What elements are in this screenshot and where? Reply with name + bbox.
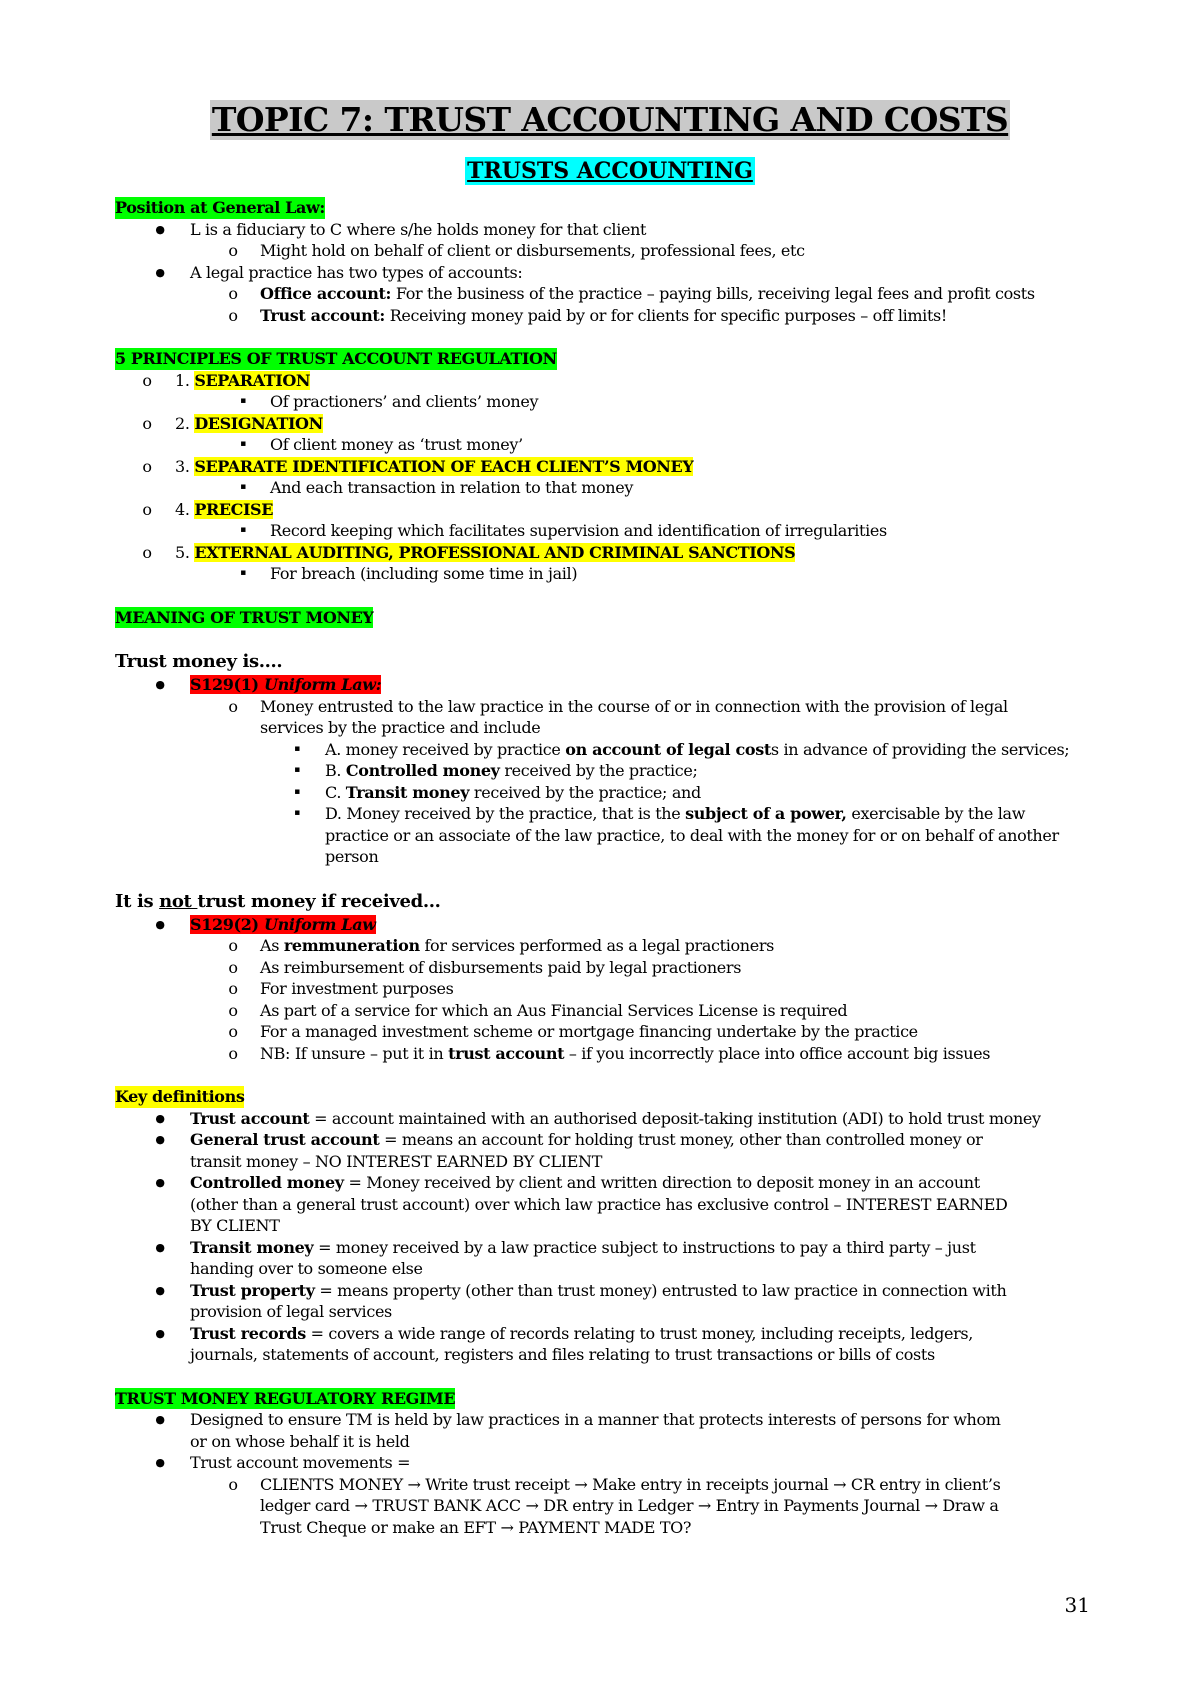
heading-regulatory-regime: TRUST MONEY REGULATORY REGIME <box>115 1388 456 1408</box>
list-item: o 4. PRECISE <box>115 499 1105 521</box>
heading-meaning-trust-money: MEANING OF TRUST MONEY <box>115 607 374 627</box>
bullet-icon: o <box>228 284 238 303</box>
bullet-icon: ▪ <box>240 568 246 578</box>
list-item: o 1. SEPARATION <box>115 370 1105 392</box>
subheading-trust-money-is: Trust money is…. <box>115 651 283 672</box>
bullet-icon: ▪ <box>240 396 246 406</box>
bullet-icon: o <box>142 499 152 519</box>
bullet-icon: ● <box>155 678 165 691</box>
list-item: ● Trust property = means property (other than trust money) entrusted to law practice in connection with provision of legal services <box>115 1280 1010 1323</box>
list-item: o As remmuneration for services performed as a legal practioners <box>115 935 1105 957</box>
bullet-icon: o <box>228 241 238 260</box>
bullet-icon: ● <box>155 1133 165 1146</box>
bullet-icon: o <box>228 1022 238 1041</box>
list-item: o For a managed investment scheme or mortgage financing undertake by the practice <box>115 1021 1105 1043</box>
bullet-icon: ▪ <box>240 439 246 449</box>
list-item: ▪ And each transaction in relation to that money <box>115 477 1105 499</box>
section-five-principles <box>115 348 1105 585</box>
bullet-icon: o <box>142 370 152 390</box>
section-meaning-trust-money <box>115 607 1105 1065</box>
section-title: TRUSTS ACCOUNTING <box>467 158 753 184</box>
list-item: ▪ C. Transit money received by the practice; and <box>115 782 1105 804</box>
bullet-icon: ▪ <box>240 482 246 492</box>
list-item: ● Designed to ensure TM is held by law practices in a manner that protects interests of persons for whom or on whose behalf it is held <box>115 1409 1010 1452</box>
list-item: ▪ Record keeping which facilitates supervision and identification of irregularities <box>115 520 1105 542</box>
bullet-icon: o <box>142 413 152 433</box>
bullet-icon: ● <box>155 1413 165 1426</box>
list-item <box>115 914 1105 936</box>
list-item: o Office account: For the business of the practice – paying bills, receiving legal fees and profit costs <box>115 283 1105 305</box>
list-item: o CLIENTS MONEY → Write trust receipt → Make entry in receipts journal → CR entry in client’s ledger card → TRUST BANK ACC → DR entry in Ledger → Entry in Payments Journal → Draw a Trust Cheque or make an EFT → PAYMENT MADE TO? <box>115 1474 1020 1539</box>
bullet-icon: o <box>228 305 238 325</box>
list-item: ● A legal practice has two types of accounts: <box>115 262 1105 284</box>
list-item: ▪ Of client money as ‘trust money’ <box>115 434 1105 456</box>
bullet-icon: o <box>228 1474 238 1494</box>
heading-five-principles: 5 PRINCIPLES OF TRUST ACCOUNT REGULATION <box>115 349 557 368</box>
bullet-icon: ● <box>155 222 165 236</box>
list-item: ● L is a fiduciary to C where s/he holds money for that client <box>115 219 1105 241</box>
list-item: ● Trust account movements = <box>115 1452 1105 1474</box>
bullet-icon: o <box>142 542 152 562</box>
bullet-icon: ● <box>155 265 165 279</box>
law-reference: S129(2) Uniform Law <box>190 914 376 934</box>
subheading-not-trust-money: It is not trust money if received… <box>115 890 441 912</box>
bullet-icon: o <box>228 1043 238 1063</box>
list-item: ● Trust account = account maintained with an authorised deposit-taking institution (ADI) to hold trust money <box>115 1108 1105 1130</box>
list-item: o As part of a service for which an Aus Financial Services License is required <box>115 1000 1105 1022</box>
list-item: ▪ For breach (including some time in jail) <box>115 563 1105 585</box>
page-title: TOPIC 7: TRUST ACCOUNTING AND COSTS <box>211 100 1009 139</box>
list-item: o As reimbursement of disbursements paid by legal practioners <box>115 957 1105 979</box>
bullet-icon: ● <box>155 1456 165 1469</box>
list-item: ▪ Of practioners’ and clients’ money <box>115 391 1105 413</box>
bullet-icon: o <box>228 936 238 955</box>
bullet-icon: ▪ <box>294 808 300 818</box>
section-general-law <box>115 197 1105 326</box>
list-item: o Might hold on behalf of client or disbursements, professional fees, etc <box>115 240 1105 262</box>
bullet-icon: ▪ <box>294 765 300 775</box>
section-key-definitions <box>115 1086 1105 1366</box>
list-item: ● Trust records = covers a wide range of records relating to trust money, including receipts, ledgers, journals, statements of account, registers and files relating to trust transactions or bills of costs <box>115 1323 1010 1366</box>
list-item <box>115 674 1105 696</box>
bullet-icon: ● <box>155 1176 165 1189</box>
bullet-icon: o <box>228 1000 238 1020</box>
bullet-icon: o <box>228 696 238 716</box>
list-item: o 5. EXTERNAL AUDITING, PROFESSIONAL AND CRIMINAL SANCTIONS <box>115 542 1105 564</box>
list-item: ● Controlled money = Money received by client and written direction to deposit money in an account (other than a general trust account) over which law practice has exclusive control – INTEREST EARNED BY CLIENT <box>115 1172 1010 1237</box>
heading-general-law: Position at General Law: <box>115 198 325 217</box>
list-item: ▪ D. Money received by the practice, that is the subject of a power, exercisable by the law practice or an associate of the law practice, to deal with the money for or on behalf of another person <box>115 803 1060 868</box>
bullet-icon: ● <box>155 1240 165 1254</box>
bullet-icon: ▪ <box>240 525 246 535</box>
list-item: o 3. SEPARATE IDENTIFICATION OF EACH CLIENT’S MONEY <box>115 456 1105 478</box>
list-item: o Money entrusted to the law practice in the course of or in connection with the provision of legal services by the practice and include <box>115 696 1050 739</box>
list-item: ▪ B. Controlled money received by the practice; <box>115 760 1105 782</box>
list-item: o 2. DESIGNATION <box>115 413 1105 435</box>
list-item: o NB: If unsure – put it in trust account – if you incorrectly place into office account big issues <box>115 1043 1105 1065</box>
bullet-icon: ▪ <box>294 743 300 754</box>
bullet-icon: o <box>228 979 238 998</box>
law-reference: S129(1) Uniform Law: <box>190 675 382 694</box>
bullet-icon: o <box>228 957 238 977</box>
bullet-icon: o <box>142 456 152 476</box>
bullet-icon: ● <box>155 1283 165 1297</box>
page-number: 31 <box>1064 1593 1090 1617</box>
heading-key-definitions: Key definitions <box>115 1087 245 1106</box>
list-item: ● General trust account = means an account for holding trust money, other than controlled money or transit money – NO INTEREST EARNED BY CLIENT <box>115 1129 1010 1172</box>
bullet-icon: ● <box>155 917 165 931</box>
bullet-icon: ● <box>155 1111 165 1125</box>
list-item: o For investment purposes <box>115 978 1105 1000</box>
list-item: ● Transit money = money received by a law practice subject to instructions to pay a third party – just handing over to someone else <box>115 1237 1010 1280</box>
document-content <box>115 100 1105 1538</box>
bullet-icon: ● <box>155 1326 165 1340</box>
list-item: ▪ A. money received by practice on account of legal costs in advance of providing the services; <box>115 739 1105 761</box>
bullet-icon: ▪ <box>294 786 300 797</box>
list-item: o Trust account: Receiving money paid by or for clients for specific purposes – off limits! <box>115 305 1105 327</box>
section-regulatory-regime <box>115 1388 1105 1539</box>
